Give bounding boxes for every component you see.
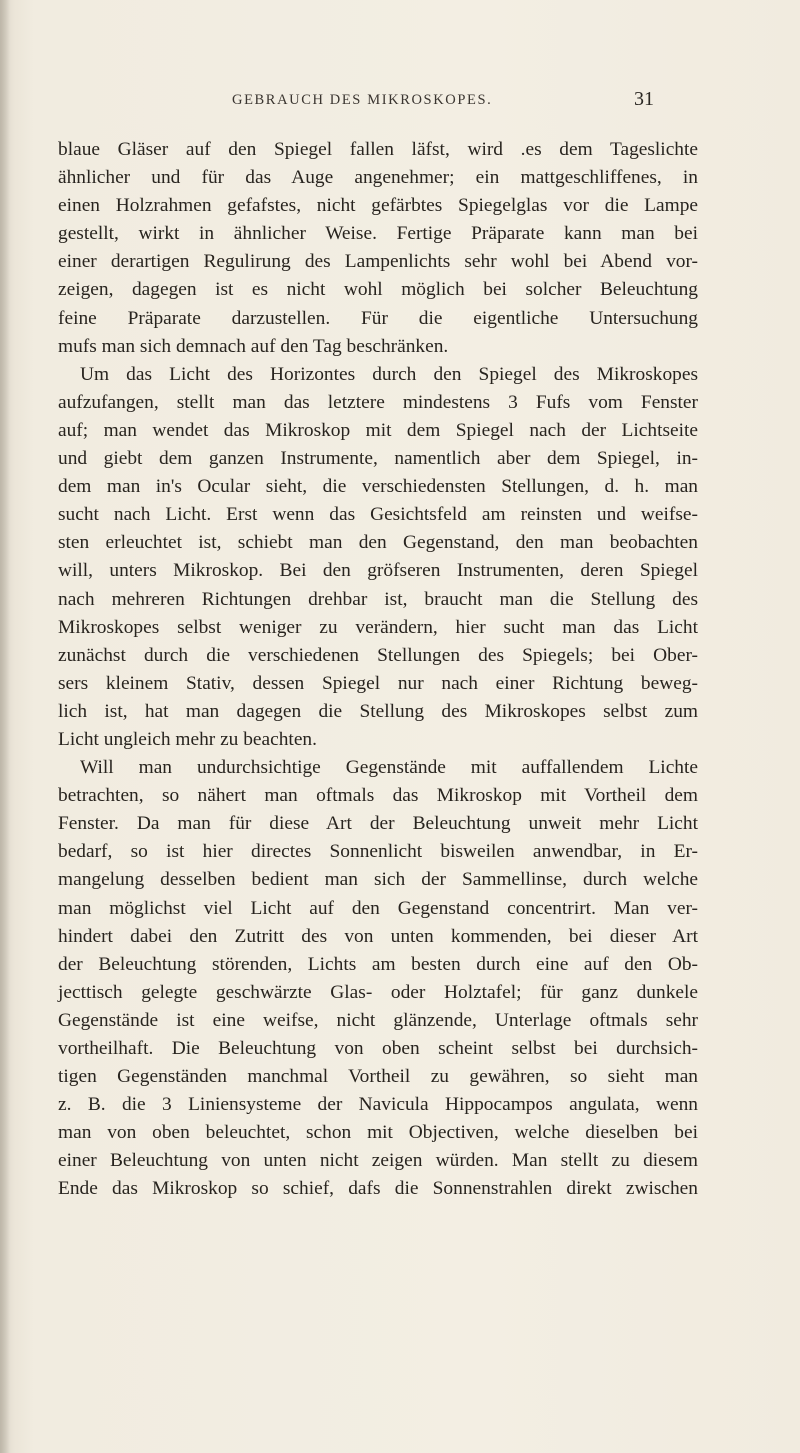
text-line: zeigen, dagegen ist es nicht wohl möglich bei solcher Beleuchtung [58, 279, 698, 301]
text-line: und giebt dem ganzen Instrumente, namentlich aber dem Spiegel, in- [58, 448, 698, 470]
text-line: dem man in's Ocular sieht, die verschiedensten Stellungen, d. h. man [58, 476, 698, 498]
text-line: blaue Gläser auf den Spiegel fallen läfst, wird .es dem Tageslichte [58, 139, 698, 160]
text-line: sers kleinem Stativ, dessen Spiegel nur nach einer Richtung beweg- [58, 672, 698, 694]
page-edge-shadow [0, 0, 10, 1453]
text-line: hindert dabei den Zutritt des von unten kommenden, bei dieser Art [58, 925, 698, 947]
text-line: einen Holzrahmen gefafstes, nicht gefärbtes Spiegelglas vor die Lampe [58, 195, 698, 217]
text-line: mangelung desselben bedient man sich der Sammellinse, durch welche [58, 869, 698, 891]
text-line: aufzufangen, stellt man das letztere mindestens 3 Fufs vom Fenster [58, 391, 698, 413]
text-line: sucht nach Licht. Erst wenn das Gesichtsfeld am reinsten und weifse- [58, 504, 698, 526]
text-line: bedarf, so ist hier directes Sonnenlicht bisweilen anwendbar, in Er- [58, 841, 698, 863]
text-line: einer derartigen Regulirung des Lampenlichts sehr wohl bei Abend vor- [58, 251, 698, 273]
text-line: einer Beleuchtung von unten nicht zeigen würden. Man stellt zu diesem [58, 1150, 698, 1172]
text-line: der Beleuchtung störenden, Lichts am besten durch eine auf den Ob- [58, 953, 698, 975]
text-line: mufs man sich demnach auf den Tag beschränken. [58, 335, 449, 357]
text-line: zunächst durch die verschiedenen Stellungen des Spiegels; bei Ober- [58, 644, 698, 666]
text-line: man von oben beleuchtet, schon mit Objectiven, welche dieselben bei [58, 1122, 698, 1144]
text-line: Gegenstände ist eine weifse, nicht glänzende, Unterlage oftmals sehr [58, 1009, 698, 1031]
running-title: GEBRAUCH DES MIKROSKOPES. [232, 92, 493, 108]
text-line: sten erleuchtet ist, schiebt man den Gegenstand, den man beobachten [58, 532, 698, 554]
text-line: z. B. die 3 Liniensysteme der Navicula Hippocampos angulata, wenn [58, 1094, 698, 1116]
text-line: lich ist, hat man dagegen die Stellung des Mikroskopes selbst zum [58, 700, 698, 722]
text-line: Will man undurchsichtige Gegenstände mit auffallendem Lichte [80, 757, 698, 779]
text-line: nach mehreren Richtungen drehbar ist, braucht man die Stellung des [58, 588, 698, 610]
text-line: Licht ungleich mehr zu beachten. [58, 728, 317, 750]
text-line: Um das Licht des Horizontes durch den Spiegel des Mikroskopes [80, 363, 698, 385]
text-line: man möglichst viel Licht auf den Gegenstand concentrirt. Man ver- [58, 897, 698, 919]
text-line: tigen Gegenständen manchmal Vortheil zu gewähren, so sieht man [58, 1066, 698, 1088]
page-number: 31 [634, 88, 654, 110]
text-line: jecttisch gelegte geschwärzte Glas- oder Holztafel; für ganz dunkele [58, 981, 698, 1003]
text-line: gestellt, wirkt in ähnlicher Weise. Fertige Präparate kann man bei [58, 223, 698, 245]
text-line: ähnlicher und für das Auge angenehmer; ein mattgeschliffenes, in [58, 167, 698, 189]
text-line: will, unters Mikroskop. Bei den gröfseren Instrumenten, deren Spiegel [58, 560, 698, 582]
text-line: vortheilhaft. Die Beleuchtung von oben scheint selbst bei durchsich- [58, 1038, 698, 1059]
text-line: betrachten, so nähert man oftmals das Mikroskop mit Vortheil dem [58, 785, 698, 807]
text-line: Mikroskopes selbst weniger zu verändern, hier sucht man das Licht [58, 616, 698, 638]
running-head [0, 88, 800, 118]
body-text [58, 136, 698, 1204]
text-line: auf; man wendet das Mikroskop mit dem Spiegel nach der Lichtseite [58, 419, 698, 441]
text-line: feine Präparate darzustellen. Für die eigentliche Untersuchung [58, 307, 698, 329]
text-line: Fenster. Da man für diese Art der Beleuchtung unweit mehr Licht [58, 813, 698, 835]
text-line: Ende das Mikroskop so schief, dafs die Sonnenstrahlen direkt zwischen [58, 1178, 698, 1200]
